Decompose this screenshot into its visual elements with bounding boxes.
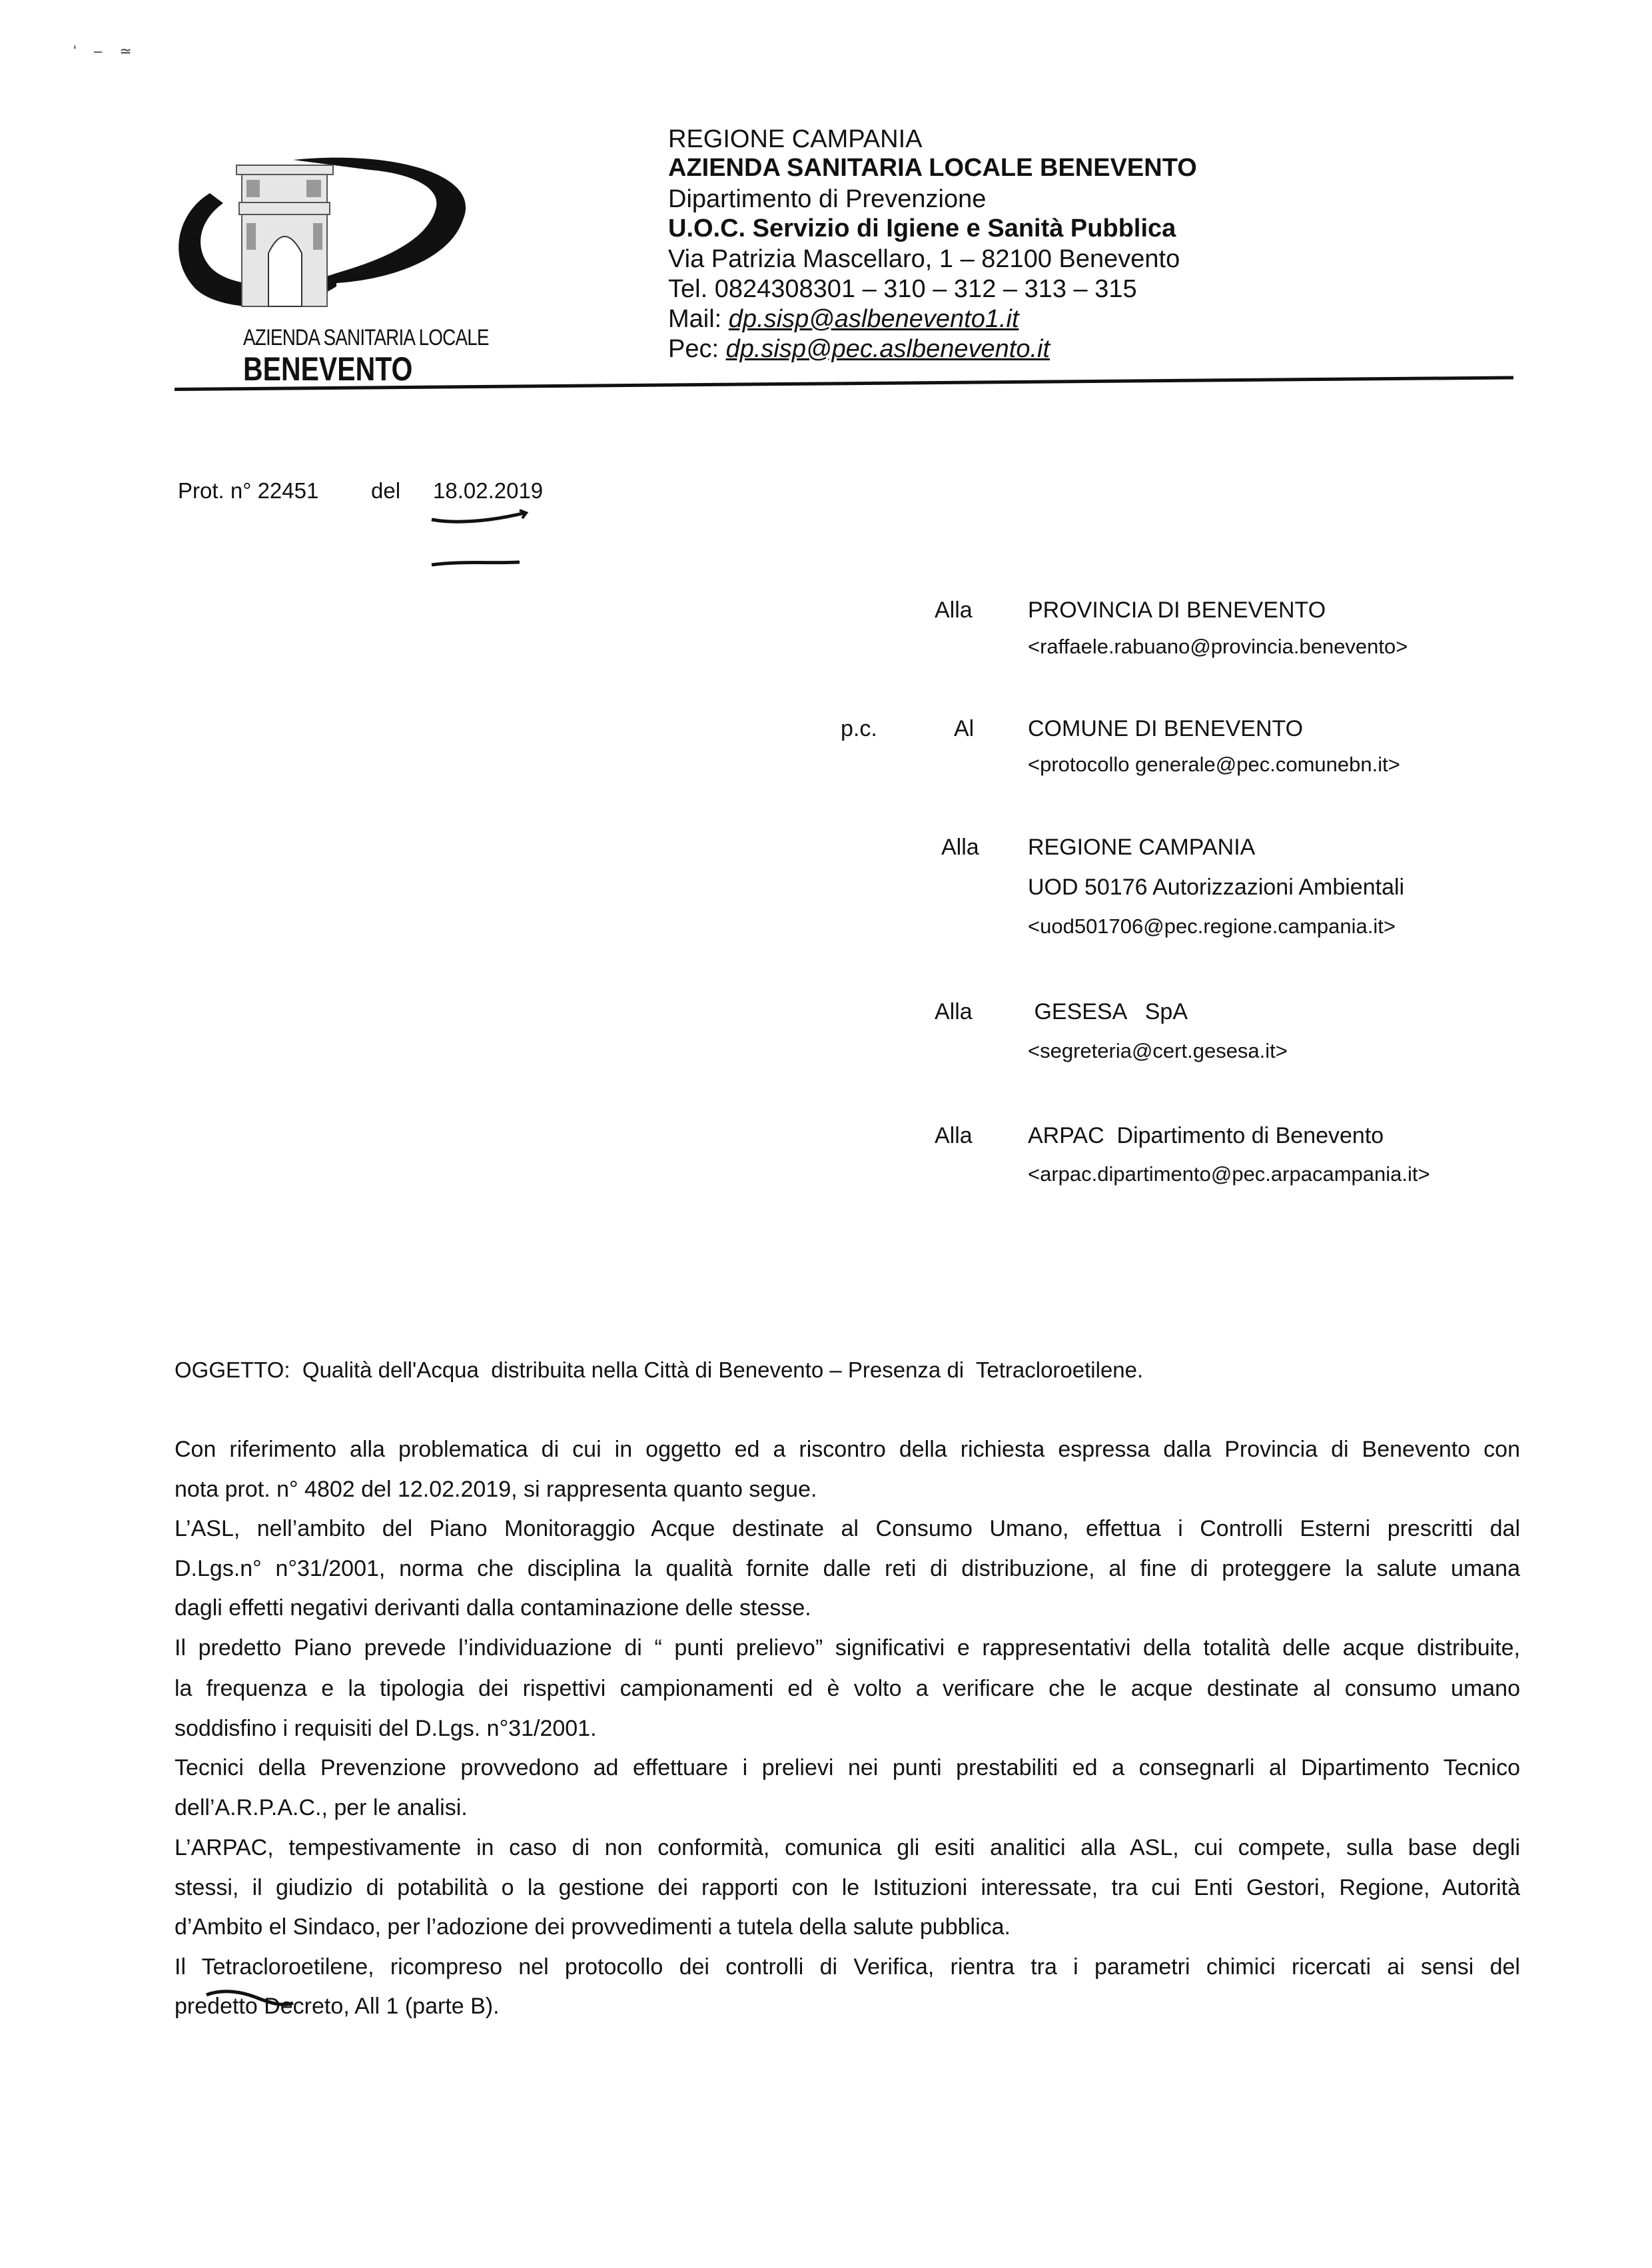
recipient-email: <uod501706@pec.regione.campania.it> — [1028, 915, 1396, 938]
body-line: Il predetto Piano prevede l’individuazione di “ punti prelievo” significativi e rappresentativi della totalità delle acque distribuite, — [175, 1635, 1520, 1661]
body-line: nota prot. n° 4802 del 12.02.2019, si rappresenta quanto segue. — [175, 1477, 817, 1502]
letterhead-mail — [668, 306, 1019, 332]
recipient-email: <raffaele.rabuano@provincia.benevento> — [1028, 635, 1408, 658]
scan-artifact-marks: ʻ ‒ ≃ — [73, 43, 139, 59]
letterhead-phone: Tel. 0824308301 – 310 – 312 – 313 – 315 — [668, 275, 1137, 303]
letterhead-region: REGIONE CAMPANIA — [668, 125, 923, 153]
recipient-prefix: Alla — [935, 999, 973, 1024]
recipient-cc-label: p.c. — [841, 716, 877, 741]
protocol-date: 18.02.2019 — [433, 478, 544, 503]
recipient-email: <segreteria@cert.gesesa.it> — [1028, 1039, 1288, 1062]
body-line: Il Tetracloroetilene, ricompreso nel protocollo dei controlli di Verifica, rientra tra i parametri chimici ricercati ai sensi del — [175, 1954, 1520, 1980]
recipient-prefix: Alla — [935, 1123, 973, 1148]
recipient-prefix: Al — [954, 716, 975, 741]
body-line: d’Ambito el Sindaco, per l’adozione dei provvedimenti a tutela della salute pubblica. — [175, 1914, 1011, 1940]
arch-swoosh-icon — [170, 147, 483, 320]
body-line: Con riferimento alla problematica di cui in oggetto ed a riscontro della richiesta espressa dalla Provincia di Benevento con — [175, 1437, 1520, 1462]
body-line: Tecnici della Prevenzione provvedono ad effettuare i prelievi nei punti prestabiliti ed a consegnarli al Dipartimento Tecnico — [175, 1755, 1520, 1780]
recipient-prefix: Alla — [935, 597, 973, 623]
logo-text-benevento: BENEVENTO — [243, 350, 413, 388]
recipient-email: <arpac.dipartimento@pec.arpacampania.it> — [1028, 1162, 1430, 1186]
letterhead-address: Via Patrizia Mascellaro, 1 – 82100 Benevento — [668, 245, 1180, 273]
asl-logo — [170, 147, 489, 388]
protocol-del-label: del — [371, 478, 401, 503]
body-line: L’ARPAC, tempestivamente in caso di non conformità, comunica gli esiti analitici alla ASL, cui compete, sulla base degli — [175, 1835, 1520, 1860]
recipient-name: REGIONE CAMPANIA — [1028, 835, 1256, 860]
body-line: D.Lgs.n° n°31/2001, norma che disciplina la qualità fornite dalle reti di distribuzione, al fine di proteggere la salute umana — [175, 1556, 1520, 1581]
recipient-email: <protocollo generale@pec.comunebn.it> — [1028, 753, 1400, 776]
body-line: la frequenza e la tipologia dei rispettivi campionamenti ed è volto a verificare che le acque destinate al consumo umano — [175, 1676, 1520, 1701]
body-line: dell’A.R.P.A.C., per le analisi. — [175, 1795, 468, 1820]
pec-link[interactable]: dp.sisp@pec.aslbenevento.it — [725, 335, 1050, 363]
letterhead-agency: AZIENDA SANITARIA LOCALE BENEVENTO — [668, 154, 1197, 182]
body-line: dagli effetti negativi derivanti dalla contaminazione delle stesse. — [175, 1595, 811, 1621]
recipient-name: COMUNE DI BENEVENTO — [1028, 716, 1304, 741]
protocol-number: Prot. n° 22451 — [178, 478, 319, 503]
recipient-prefix: Alla — [941, 835, 979, 860]
recipient-name: GESESA SpA — [1028, 999, 1188, 1024]
letterhead-department: Dipartimento di Prevenzione — [668, 185, 987, 213]
logo-text-azienda: AZIENDA SANITARIA LOCALE — [243, 325, 489, 350]
recipient-name: ARPAC Dipartimento di Benevento — [1028, 1123, 1384, 1148]
body-line: soddisfino i requisiti del D.Lgs. n°31/2001. — [175, 1716, 597, 1741]
body-line: predetto Decreto, All 1 (parte B). — [175, 1994, 500, 2019]
subject-line: OGGETTO: Qualità dell'Acqua distribuita nella Città di Benevento – Presenza di Tetracloroetilene. — [175, 1357, 1144, 1382]
body-line: stessi, il giudizio di potabilità o la gestione dei rapporti con le Istituzioni interessate, tra cui Enti Gestori, Regione, Autorità — [175, 1875, 1520, 1900]
letterhead-pec — [668, 336, 1050, 362]
recipient-office: UOD 50176 Autorizzazioni Ambientali — [1028, 875, 1405, 900]
handwritten-strikethrough — [203, 1988, 296, 2015]
pec-label: Pec: — [668, 335, 719, 363]
recipient-name: PROVINCIA DI BENEVENTO — [1028, 597, 1326, 623]
letterhead-unit: U.O.C. Servizio di Igiene e Sanità Pubblica — [668, 214, 1176, 242]
mail-link[interactable]: dp.sisp@aslbenevento1.it — [728, 305, 1019, 333]
body-line: L’ASL, nell’ambito del Piano Monitoraggio Acque destinate al Consumo Umano, effettua i Controlli Esterni prescritti dal — [175, 1516, 1520, 1541]
mail-label: Mail: — [668, 305, 722, 333]
handwritten-strokes — [426, 506, 533, 579]
